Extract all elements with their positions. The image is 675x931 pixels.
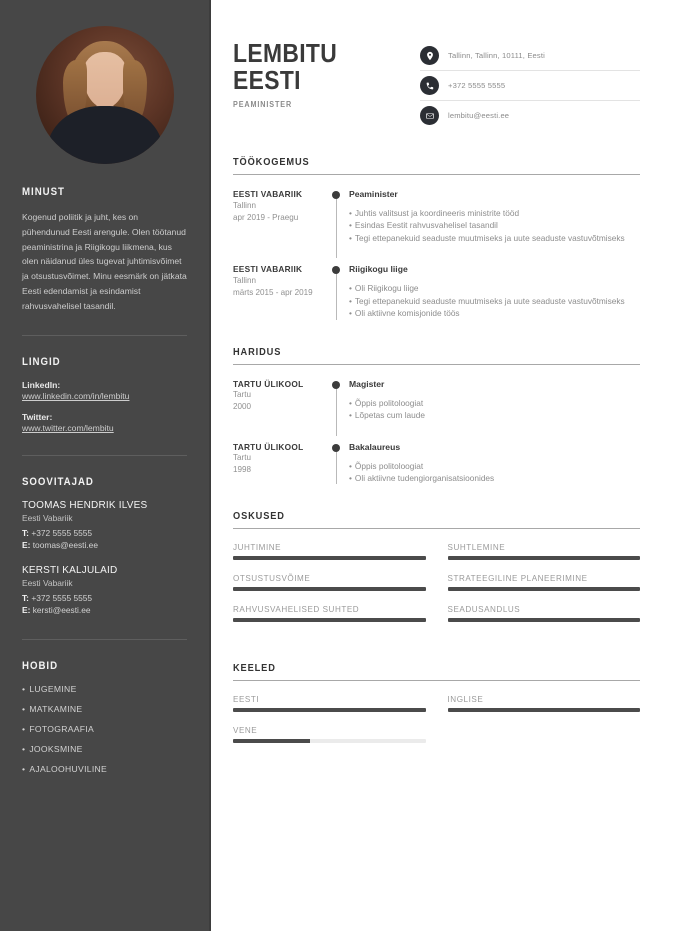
skill-item <box>233 543 426 560</box>
entry-organization: EESTI VABARIIK <box>233 189 303 199</box>
bullet-text: Juhtis valitsust ja koordineeris ministrite tööd <box>354 208 520 218</box>
bullet-text: Õppis politoloogiat <box>354 397 424 408</box>
skill-label: JUHTIMINE <box>233 543 282 553</box>
entry-bullet <box>349 207 640 219</box>
education-heading: HARIDUS <box>233 345 282 358</box>
language-bar-fill <box>233 739 310 743</box>
contact-row-address <box>420 41 640 71</box>
contact-row-email <box>420 101 640 130</box>
links-heading: LINGID <box>22 356 61 369</box>
entry-bullet <box>349 397 640 409</box>
skill-bar-track <box>448 618 641 622</box>
language-bar-track <box>448 708 641 712</box>
job-title: PEAMINISTER <box>233 100 293 110</box>
contact-phone: +372 5555 5555 <box>448 81 506 90</box>
bullet-icon: • <box>349 410 352 421</box>
bullet-icon: • <box>22 764 26 775</box>
timeline-dot-icon <box>332 444 340 452</box>
hobby-label: JOOKSMINE <box>29 744 83 755</box>
section-education <box>233 346 640 485</box>
timeline-dot-icon <box>332 191 340 199</box>
reference-phone <box>22 528 187 540</box>
reference-email-value: kersti@eesti.ee <box>32 605 91 616</box>
timeline-line <box>336 448 337 485</box>
entry-body <box>349 379 640 422</box>
bullet-text: Tegi ettepanekuid seaduste muutmiseks ja uute seaduste vastuvõtmiseks <box>354 232 625 243</box>
entry-organization: EESTI VABARIIK <box>233 264 303 275</box>
hobby-item <box>22 744 187 754</box>
timeline <box>329 442 349 485</box>
entry-body <box>349 189 640 244</box>
entry-body <box>349 264 640 319</box>
skills-grid <box>233 543 640 636</box>
avatar-body <box>47 106 163 164</box>
entry-bullet <box>349 460 640 472</box>
last-name: EESTI <box>233 65 301 96</box>
languages-heading: KEELED <box>233 662 276 675</box>
entry-location: Tartu <box>233 453 251 463</box>
entry-location: Tartu <box>233 390 251 400</box>
sidebar-section-links <box>22 335 187 433</box>
skills-heading: OSKUSED <box>233 510 285 523</box>
skill-bar-track <box>233 556 426 560</box>
divider <box>233 364 640 365</box>
sidebar-section-references <box>22 455 187 617</box>
timeline-line <box>336 195 337 258</box>
section-skills <box>233 510 640 636</box>
reference-phone <box>22 593 187 605</box>
experience-heading: TÖÖKOGEMUS <box>233 156 310 168</box>
bullet-icon: • <box>22 724 26 735</box>
skill-bar-fill <box>233 556 426 560</box>
sidebar <box>0 0 211 931</box>
hobby-item <box>22 684 187 694</box>
entry-meta <box>233 189 329 244</box>
entry-date: apr 2019 - Praegu <box>233 212 299 222</box>
language-bar-fill <box>448 708 641 712</box>
name-block <box>233 38 351 109</box>
experience-entry <box>233 189 640 244</box>
bullet-icon: • <box>349 308 352 319</box>
contact-list <box>420 38 640 130</box>
entry-body <box>349 442 640 485</box>
bullet-icon: • <box>349 283 352 294</box>
first-name: LEMBITU <box>233 38 338 68</box>
languages-grid <box>233 695 640 757</box>
reference-org: Eesti Vabariik <box>22 578 73 589</box>
entry-title: Riigikogu liige <box>349 264 408 275</box>
bullet-icon: • <box>22 744 26 755</box>
experience-entry <box>233 264 640 319</box>
reference-email-label: E: <box>22 540 31 551</box>
skill-bar-fill <box>233 587 426 591</box>
bullet-icon: • <box>349 208 352 218</box>
bullet-text: Oli aktiivne tudengiorganisatsioonides <box>354 472 495 483</box>
about-text: Kogenud poliitik ja juht, kes on pühendunud Eesti arengule. Olen töötanud peaministrina ja Riigikogu liikmena, kus olen näidanud üles tugevat juhtimisvõimet ja otsustusvõimet. Minu eesmärk on jätkata Eesti edendamist ja esindamist rahvusvahelisel tasandil. <box>22 212 187 311</box>
reference-phone-value: +372 5555 5555 <box>31 593 93 604</box>
entry-organization: TARTU ÜLIKOOL <box>233 441 304 452</box>
bullet-text: Tegi ettepanekuid seaduste muutmiseks ja uute seaduste vastuvõtmiseks <box>354 295 625 306</box>
divider <box>233 174 640 175</box>
entry-bullet <box>349 409 640 421</box>
skill-item <box>233 574 426 591</box>
reference-phone-value: +372 5555 5555 <box>31 528 93 539</box>
header <box>233 38 640 130</box>
reference-phone-label: T: <box>22 528 29 539</box>
reference-email <box>22 605 187 617</box>
skill-bar-track <box>448 587 641 591</box>
divider <box>233 680 640 681</box>
bullet-icon: • <box>349 232 352 243</box>
page-title <box>233 40 337 94</box>
hobby-label: MATKAMINE <box>29 704 83 715</box>
skill-bar-fill <box>448 587 641 591</box>
language-item <box>448 695 641 712</box>
entry-date: märts 2015 - apr 2019 <box>233 287 313 297</box>
reference-phone-label: T: <box>22 593 29 604</box>
skill-label: OTSUSTUSVÕIME <box>233 574 311 584</box>
section-languages <box>233 662 640 757</box>
timeline <box>329 379 349 422</box>
about-heading: MINUST <box>22 186 65 198</box>
contact-email: lembitu@eesti.ee <box>448 111 510 120</box>
linkedin-link[interactable]: www.linkedin.com/in/lembitu <box>22 391 130 402</box>
skill-label: STRATEEGILINE PLANEERIMINE <box>447 574 588 584</box>
entry-bullet <box>349 232 640 244</box>
timeline <box>329 264 349 319</box>
skill-item <box>448 574 641 591</box>
spacer <box>233 422 640 442</box>
entry-organization: TARTU ÜLIKOOL <box>233 378 304 389</box>
reference-item <box>22 500 187 552</box>
timeline-line <box>336 385 337 436</box>
skill-bar-fill <box>448 618 641 622</box>
entry-date: 2000 <box>233 402 252 412</box>
language-bar-track <box>233 708 426 712</box>
hobbies-heading: HOBID <box>22 660 59 673</box>
timeline-dot-icon <box>332 381 340 389</box>
divider <box>233 528 640 529</box>
reference-email-label: E: <box>22 605 31 616</box>
timeline-dot-icon <box>332 266 340 274</box>
sidebar-section-hobbies <box>22 639 187 774</box>
link-item <box>22 380 187 401</box>
reference-item <box>22 565 187 617</box>
hobby-item <box>22 724 187 734</box>
language-label: EESTI <box>233 695 260 705</box>
language-label: VENE <box>233 726 258 736</box>
skill-bar-track <box>233 618 426 622</box>
bullet-text: Oli Riigikogu liige <box>354 283 419 294</box>
education-entry <box>233 442 640 485</box>
bullet-text: Õppis politoloogiat <box>354 460 424 471</box>
entry-bullet <box>349 472 640 484</box>
language-item <box>233 695 426 712</box>
reference-email-value: toomas@eesti.ee <box>32 540 99 551</box>
hobby-label: LUGEMINE <box>29 684 77 695</box>
entry-meta <box>233 442 329 485</box>
hobby-item <box>22 704 187 714</box>
bullet-text: Lõpetas cum laude <box>354 410 426 421</box>
entry-date: 1998 <box>233 465 252 475</box>
envelope-icon <box>420 106 439 125</box>
reference-name: KERSTI KALJULAID <box>22 565 118 577</box>
sidebar-section-about <box>22 186 187 313</box>
main-content <box>211 0 675 931</box>
bullet-icon: • <box>22 684 26 695</box>
contact-row-phone <box>420 71 640 101</box>
language-bar-fill <box>233 708 426 712</box>
reference-org: Eesti Vabariik <box>22 513 73 524</box>
bullet-icon: • <box>349 295 352 306</box>
avatar <box>36 26 174 164</box>
location-pin-icon <box>420 46 439 65</box>
education-entry <box>233 379 640 422</box>
skill-label: SUHTLEMINE <box>447 543 506 553</box>
skill-bar-fill <box>448 556 641 560</box>
entry-meta <box>233 264 329 319</box>
link-label: LinkedIn: <box>22 380 61 391</box>
bullet-text: Esindas Eestit rahvusvahelisel tasandil <box>354 220 498 231</box>
skill-bar-fill <box>233 618 426 622</box>
entry-bullet <box>349 219 640 231</box>
skill-bar-track <box>233 587 426 591</box>
hobby-label: FOTOGRAAFIA <box>29 724 95 735</box>
contact-address: Tallinn, Tallinn, 10111, Eesti <box>448 51 545 60</box>
skill-bar-track <box>448 556 641 560</box>
reference-email <box>22 540 187 552</box>
bullet-text: Oli aktiivne komisjonide töös <box>354 308 460 319</box>
entry-location: Tallinn <box>233 276 256 286</box>
skill-item <box>448 605 641 622</box>
skill-label: RAHVUSVAHELISED SUHTED <box>233 605 360 615</box>
hobby-item <box>22 764 187 774</box>
language-label: INGLISE <box>447 695 484 705</box>
phone-icon <box>420 76 439 95</box>
references-heading: SOOVITAJAD <box>22 476 94 489</box>
bullet-icon: • <box>349 460 352 471</box>
entry-meta <box>233 379 329 422</box>
entry-location: Tallinn <box>233 200 256 210</box>
bullet-icon: • <box>22 704 26 715</box>
language-bar-track <box>233 739 426 743</box>
hobby-label: AJALOOHUVILINE <box>29 764 108 775</box>
bullet-icon: • <box>349 472 352 483</box>
bullet-icon: • <box>349 397 352 408</box>
entry-bullet <box>349 282 640 294</box>
reference-name: TOOMAS HENDRIK ILVES <box>22 500 148 512</box>
skill-label: SEADUSANDLUS <box>447 605 521 615</box>
skill-item <box>448 543 641 560</box>
bullet-icon: • <box>349 220 352 231</box>
link-label: Twitter: <box>22 412 53 423</box>
spacer <box>233 244 640 264</box>
entry-bullet <box>349 295 640 307</box>
entry-title: Peaminister <box>349 189 398 199</box>
language-item <box>233 726 426 743</box>
timeline-line <box>336 270 337 319</box>
link-item <box>22 412 187 433</box>
entry-title: Magister <box>349 378 385 389</box>
entry-bullet <box>349 307 640 319</box>
section-experience <box>233 156 640 320</box>
avatar-wrapper <box>22 26 187 164</box>
timeline <box>329 189 349 244</box>
entry-title: Bakalaureus <box>349 441 401 452</box>
skill-item <box>233 605 426 622</box>
twitter-link[interactable]: www.twitter.com/lembitu <box>22 423 114 434</box>
